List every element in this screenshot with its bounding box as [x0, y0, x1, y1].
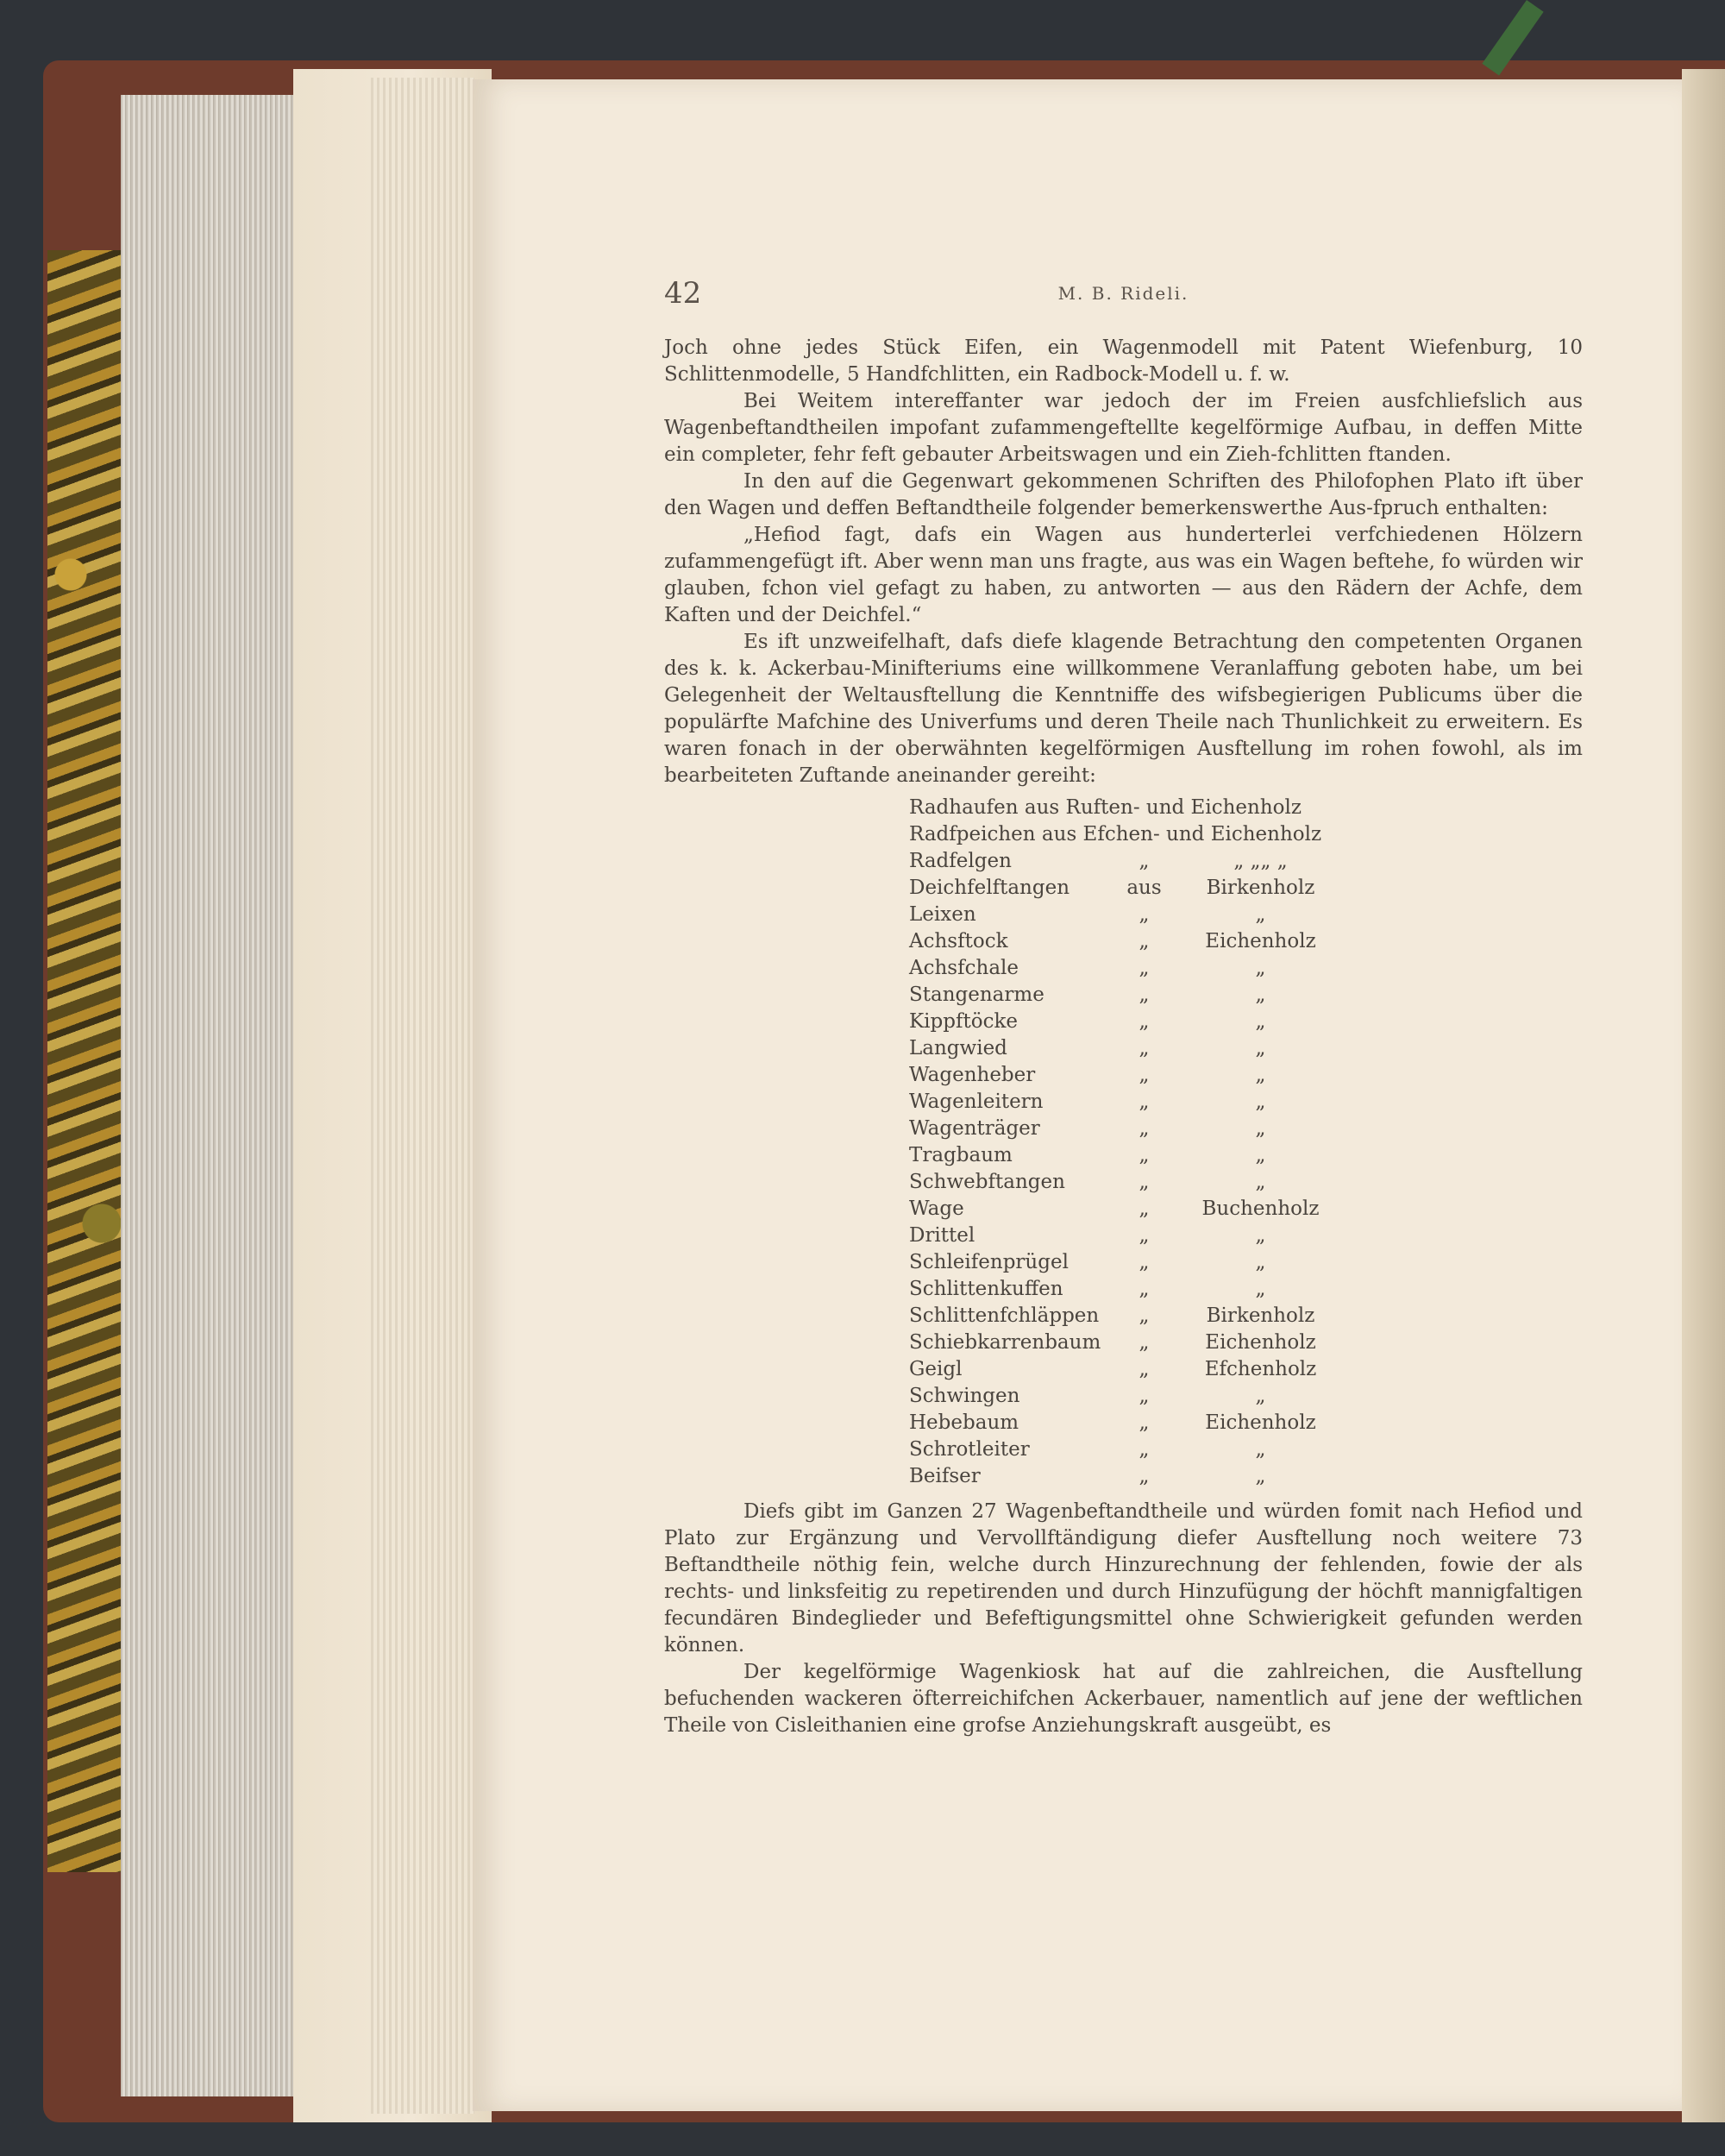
list-row: [909, 1329, 1353, 1356]
wood-type: „: [1255, 1171, 1266, 1193]
wood-type: „: [1255, 1465, 1266, 1487]
part-name: Schlittenfchläppen: [909, 1304, 1100, 1327]
paragraph: In den auf die Gegenwart gekommenen Schriften des Philofophen Plato ift über den Wagen und deffen Beftandtheile folgender bemerkenswerthe Aus-fpruch enthalten:: [664, 470, 1583, 519]
part-name: Stangenarme: [909, 984, 1044, 1006]
aus-marker: „: [1138, 1251, 1150, 1273]
list-row: [909, 1249, 1353, 1276]
wood-type: „: [1255, 1438, 1266, 1461]
part-name: Schlittenkuffen: [909, 1278, 1063, 1300]
paragraph: Diefs gibt im Ganzen 27 Wagenbeftandtheile und würden fomit nach Hefiod und Plato zur Ergänzung und Vervollftändigung diefer Ausftellung noch weitere 73 Beftandtheile nöthig fein, welche durch Hinzurechnung der fehlenden, fowie der als rechts- und linksfeitig zu repetirenden und durch Hinzufügung der höchft mannigfaltigen fecundären Bindeglieder und Befeftigungsmittel ohne Schwierigkeit gefunden werden können.: [664, 1500, 1583, 1656]
page-body: [664, 335, 1583, 1739]
part-name: Beifser: [909, 1465, 981, 1487]
wood-type: „: [1255, 1144, 1266, 1166]
wood-type: „: [1255, 1278, 1266, 1300]
list-row: [909, 928, 1353, 955]
list-row: [909, 1463, 1353, 1490]
wood-parts-list: [909, 795, 1353, 1490]
part-name: Kippftöcke: [909, 1010, 1019, 1033]
aus-marker: „: [1138, 1278, 1150, 1300]
list-row: [909, 1169, 1353, 1196]
aus-marker: „: [1138, 1197, 1150, 1220]
aus-marker: „: [1138, 1117, 1150, 1140]
aus-marker: „: [1138, 1064, 1150, 1086]
list-item-full: Radfpeichen aus Efchen- und Eichenholz: [909, 823, 1322, 845]
part-name: Wagenträger: [909, 1117, 1040, 1140]
wood-type: „: [1255, 1224, 1266, 1247]
marbled-edge: [47, 250, 125, 1872]
wood-type: Eichenholz: [1205, 1411, 1316, 1434]
part-name: Wagenheber: [909, 1064, 1036, 1086]
aus-marker: „: [1138, 903, 1150, 926]
part-name: Wagenleitern: [909, 1091, 1044, 1113]
page-header: [664, 276, 1583, 311]
paragraph: Bei Weitem intereffanter war jedoch der im Freien ausfchliefslich aus Wagenbeftandtheilen impofant zufammengeftellte kegelförmige Aufbau, in deffen Mitte ein completer, fehr feft gebauter Arbeitswagen und ein Zieh-fchlitten ftanden.: [664, 390, 1583, 466]
aus-marker: „: [1138, 1385, 1150, 1407]
part-name: Langwied: [909, 1037, 1007, 1059]
part-name: Achsftock: [909, 930, 1008, 952]
aus-marker: „: [1138, 850, 1150, 872]
aus-marker: „: [1138, 1411, 1150, 1434]
part-name: Deichfelftangen: [909, 877, 1070, 899]
wood-type: „: [1255, 1037, 1266, 1059]
aus-marker: „: [1138, 1037, 1150, 1059]
part-name: Leixen: [909, 903, 976, 926]
wood-type: „: [1255, 1010, 1266, 1033]
paragraph: Der kegelförmige Wagenkiosk hat auf die zahlreichen, die Ausftellung befuchenden wackeren öfterreichifchen Ackerbauer, namentlich auf jene der weftlichen Theile von Cisleithanien eine grofse Anziehungskraft ausgeübt, es: [664, 1661, 1583, 1737]
part-name: Hebebaum: [909, 1411, 1019, 1434]
list-row: [909, 902, 1353, 928]
aus-marker: „: [1138, 1465, 1150, 1487]
part-name: Schrotleiter: [909, 1438, 1030, 1461]
wood-type: „ „„ „: [1233, 850, 1288, 872]
list-row: [909, 795, 1353, 821]
page-stack: [371, 78, 474, 2114]
aus-marker: aus: [1126, 877, 1162, 899]
list-row: [909, 1383, 1353, 1410]
part-name: Schiebkarrenbaum: [909, 1331, 1101, 1354]
aus-marker: „: [1138, 1358, 1150, 1380]
part-name: Schwingen: [909, 1385, 1020, 1407]
list-row: [909, 1009, 1353, 1035]
part-name: Wage: [909, 1197, 964, 1220]
list-row: [909, 1035, 1353, 1062]
wood-type: „: [1255, 1064, 1266, 1086]
wood-type: „: [1255, 1091, 1266, 1113]
aus-marker: „: [1138, 1091, 1150, 1113]
right-page-edge: [1682, 69, 1725, 2122]
running-head: M. B. Rideli.: [1057, 283, 1189, 304]
list-row: [909, 1089, 1353, 1116]
list-row: [909, 875, 1353, 902]
wood-type: Birkenholz: [1206, 1304, 1315, 1327]
list-row: [909, 1062, 1353, 1089]
aus-marker: „: [1138, 1331, 1150, 1354]
list-row: [909, 821, 1353, 848]
wood-type: Eichenholz: [1205, 930, 1316, 952]
list-row: [909, 848, 1353, 875]
page-block-edge: [121, 95, 302, 2096]
wood-type: „: [1255, 957, 1266, 979]
list-row: [909, 982, 1353, 1009]
aus-marker: „: [1138, 1304, 1150, 1327]
part-name: Drittel: [909, 1224, 975, 1247]
aus-marker: „: [1138, 1224, 1150, 1247]
part-name: Schleifenprügel: [909, 1251, 1069, 1273]
wood-type: Birkenholz: [1206, 877, 1315, 899]
aus-marker: „: [1138, 1438, 1150, 1461]
wood-type: Efchenholz: [1204, 1358, 1317, 1380]
aus-marker: „: [1138, 930, 1150, 952]
part-name: Radfelgen: [909, 850, 1012, 872]
aus-marker: „: [1138, 984, 1150, 1006]
aus-marker: „: [1138, 1144, 1150, 1166]
list-row: [909, 1116, 1353, 1142]
wood-type: „: [1255, 1251, 1266, 1273]
wood-type: „: [1255, 1385, 1266, 1407]
wood-type: „: [1255, 984, 1266, 1006]
part-name: Geigl: [909, 1358, 963, 1380]
aus-marker: „: [1138, 1171, 1150, 1193]
quotation: „Hefiod fagt, dafs ein Wagen aus hunderterlei verfchiedenen Hölzern zufammengefügt ift. Aber wenn man uns fragte, aus was ein Wagen beftehe, fo würden wir glauben, fchon viel gefagt zu haben, zu antworten — aus den Rädern der Achfe, dem Kaften und der Deichfel.“: [664, 524, 1583, 626]
list-row: [909, 1436, 1353, 1463]
page-number: 42: [664, 276, 702, 311]
wood-type: Eichenholz: [1205, 1331, 1316, 1354]
part-name: Achsfchale: [909, 957, 1019, 979]
list-row: [909, 1410, 1353, 1436]
list-row: [909, 1223, 1353, 1249]
list-item-full: Radhaufen aus Ruften- und Eichenholz: [909, 796, 1302, 819]
list-row: [909, 955, 1353, 982]
paragraph: Es ift unzweifelhaft, dafs diefe klagende Betrachtung den competenten Organen des k. k. Ackerbau-Minifteriums eine willkommene Veranlaffung geboten habe, um bei Gelegenheit der Weltausftellung die Kenntniffe des wifsbegierigen Publicums über die populärfte Mafchine des Univerfums und deren Theile nach Thunlichkeit zu erweitern. Es waren fonach in der oberwähnten kegelförmigen Ausftellung im rohen fowohl, als im bearbeiteten Zuftande aneinander gereiht:: [664, 631, 1583, 787]
list-row: [909, 1303, 1353, 1329]
wood-type: „: [1255, 1117, 1266, 1140]
list-row: [909, 1142, 1353, 1169]
wood-type: Buchenholz: [1201, 1197, 1320, 1220]
list-row: [909, 1356, 1353, 1383]
aus-marker: „: [1138, 957, 1150, 979]
list-row: [909, 1276, 1353, 1303]
paragraph: Joch ohne jedes Stück Eifen, ein Wagenmodell mit Patent Wiefenburg, 10 Schlittenmodelle, 5 Handfchlitten, ein Radbock-Modell u. f. w.: [664, 336, 1583, 386]
part-name: Schwebftangen: [909, 1171, 1065, 1193]
aus-marker: „: [1138, 1010, 1150, 1033]
wood-type: „: [1255, 903, 1266, 926]
list-row: [909, 1196, 1353, 1223]
part-name: Tragbaum: [909, 1144, 1013, 1166]
